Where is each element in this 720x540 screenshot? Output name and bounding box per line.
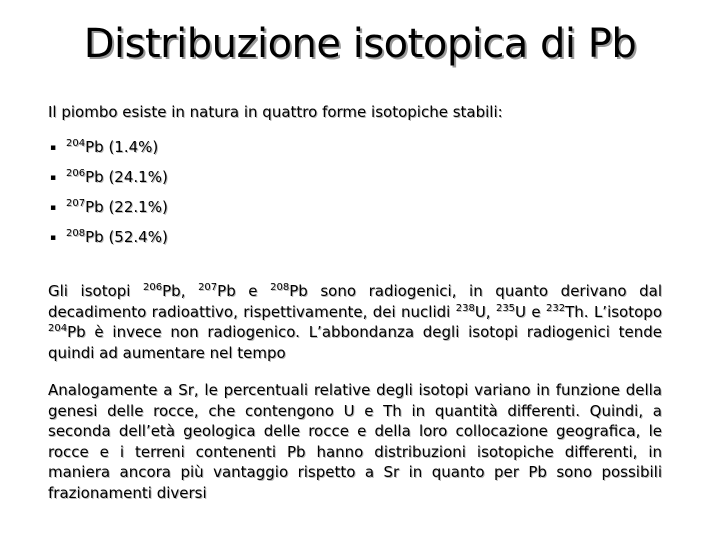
- bullet-icon: ▪: [50, 173, 57, 183]
- bullet-icon: ▪: [50, 143, 57, 153]
- mass-number: 235: [495, 302, 516, 314]
- isotope-label: [66, 228, 168, 246]
- list-item: [50, 192, 168, 222]
- abundance-value: (1.4%): [108, 138, 159, 156]
- fractionation-paragraph: Analogamente a Sr, le percentuali relative degli isotopi variano in funzione della genesi delle rocce, che contengono U e Th in quantità differenti. Quindi, a seconda dell’età geologica delle rocce e della loro collocazione geografica, le rocce e i terreni contenenti Pb hanno distribuzioni isotopiche differenti, in maniera ancora più vantaggio rispetto a Sr in quanto per Pb sono possibili frazionamenti diversi: [48, 381, 662, 502]
- mass-number: 207: [66, 198, 86, 209]
- mass-number: 208: [66, 228, 86, 239]
- radiogenic-paragraph: [48, 281, 662, 363]
- element-symbol: Pb: [85, 198, 104, 216]
- paragraph-text: Th. L’isotopo: [565, 302, 662, 321]
- paragraph-text: U e: [515, 302, 547, 321]
- slide-title: Distribuzione isotopica di Pb: [83, 21, 637, 67]
- list-item: [50, 132, 168, 162]
- abundance-value: (52.4%): [108, 228, 168, 246]
- mass-number: 208: [270, 282, 290, 293]
- isotope-list: [50, 132, 168, 252]
- paragraph-text: Gli isotopi: [48, 282, 144, 300]
- mass-number: 204: [66, 138, 86, 149]
- paragraph-text: Pb sono radiogenici, in quanto derivano dal decadimento radioattivo, rispettivamente, dei nuclidi: [48, 282, 662, 321]
- isotope-label: [66, 138, 158, 156]
- list-item: [50, 222, 168, 252]
- element-symbol: Pb: [85, 138, 104, 156]
- element-symbol: Pb: [85, 168, 104, 186]
- element-symbol: Pb: [85, 228, 104, 246]
- paragraph-text: Pb,: [162, 282, 199, 300]
- bullet-icon: ▪: [50, 233, 57, 243]
- mass-number: 206: [66, 168, 86, 179]
- isotope-label: [66, 198, 168, 216]
- paragraph-text: Pb è invece non radiogenico. L’abbondanza degli isotopi radiogenici tende quindi ad aumentare nel tempo: [48, 323, 662, 362]
- bullet-icon: ▪: [50, 203, 57, 213]
- paragraph-text: Pb e: [217, 282, 271, 300]
- isotope-label: [66, 168, 168, 186]
- mass-number: 207: [198, 282, 218, 293]
- paragraph-text: U,: [474, 302, 496, 321]
- mass-number: 232: [546, 302, 566, 314]
- mass-number: 206: [143, 282, 163, 293]
- abundance-value: (22.1%): [108, 198, 168, 216]
- intro-text: Il piombo esiste in natura in quattro forme isotopiche stabili:: [48, 103, 503, 121]
- mass-number: 238: [455, 302, 475, 314]
- mass-number: 204: [48, 323, 68, 334]
- list-item: [50, 162, 168, 192]
- abundance-value: (24.1%): [108, 168, 168, 186]
